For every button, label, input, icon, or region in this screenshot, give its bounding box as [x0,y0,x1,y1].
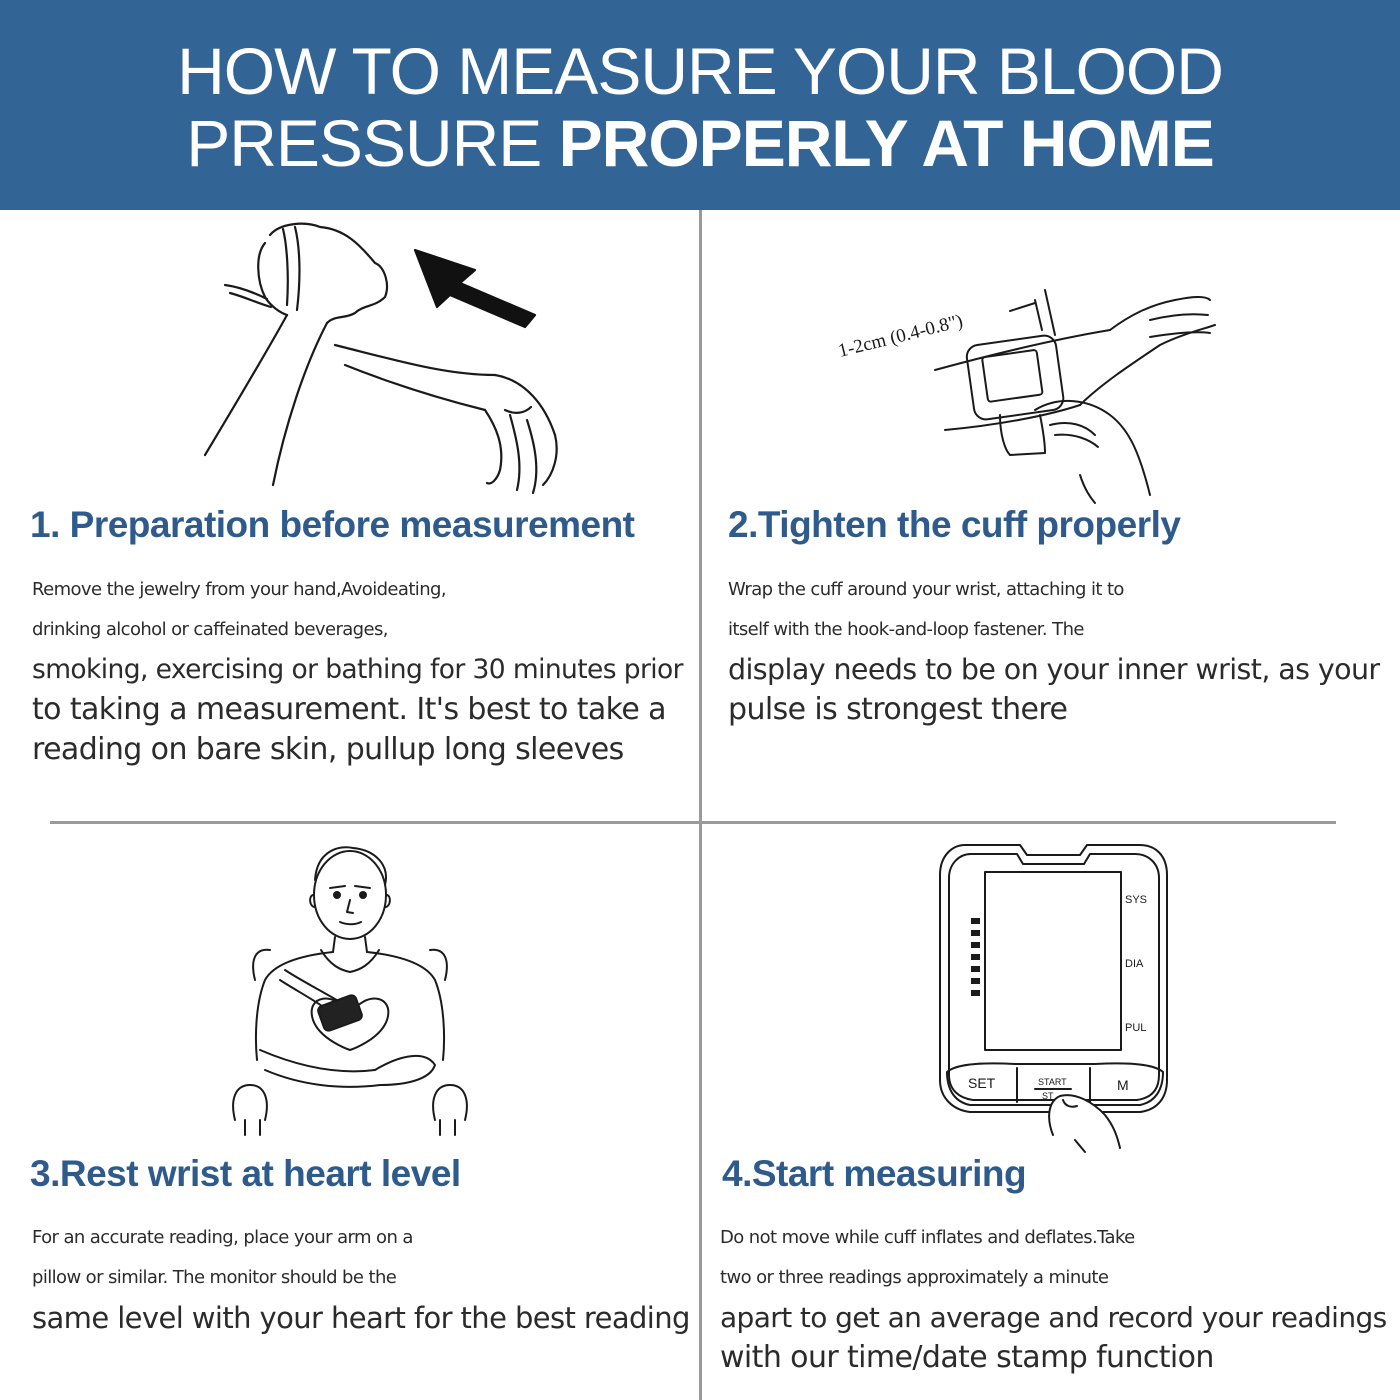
step-2-line: itself with the hook-and-loop fastener. The [728,619,1084,640]
monitor-device-illustration [935,840,1175,1155]
step-1-line: reading on bare skin, pullup long sleeves [32,732,624,767]
step-1-line: to taking a measurement. It's best to take a [32,692,666,727]
horizontal-divider [50,821,1336,824]
sys-label: SYS [1125,894,1148,906]
step-2-line: pulse is strongest there [728,692,1068,727]
step-2-text [728,570,1380,730]
step-2-title: 2.Tighten the cuff properly [728,504,1181,545]
step-1-line: smoking, exercising or bathing for 30 minutes prior [32,654,683,685]
step-4-line: Do not move while cuff inflates and deflates.Take [720,1227,1135,1248]
step-2-line: Wrap the cuff around your wrist, attaching it to [728,579,1124,600]
wrist-cuff-illustration [830,275,1220,505]
step-4-title: 4.Start measuring [722,1153,1027,1194]
step-1-line: Remove the jewelry from your hand,Avoideating, [32,579,446,600]
vertical-divider [699,210,702,1400]
start-button-label: START [1038,1077,1067,1087]
step-4-line: with our time/date stamp function [720,1340,1214,1375]
measure-label: 1-2cm (0.4-0.8") [836,310,965,362]
step-1-text [32,570,683,770]
step-4-line: two or three readings approximately a minute [720,1267,1109,1288]
remove-jewelry-illustration [195,215,575,505]
step-3-text [32,1218,690,1338]
page-title-light: PRESSURE [186,106,559,180]
m-button-label: M [1117,1077,1129,1093]
step-3-title: 3.Rest wrist at heart level [30,1153,461,1194]
start-button-sublabel: ST [1042,1091,1054,1101]
set-button-label: SET [968,1075,996,1091]
pul-label: PUL [1125,1022,1147,1034]
step-3-line: same level with your heart for the best reading [32,1301,690,1335]
step-3-line: For an accurate reading, place your arm on a [32,1227,413,1248]
seated-man-illustration [225,840,475,1140]
header-banner [0,0,1400,210]
step-2-line: display needs to be on your inner wrist, as your [728,653,1380,686]
page-title-bold: PROPERLY AT HOME [558,106,1214,180]
step-1-title: 1. Preparation before measurement [30,504,635,545]
step-4-text [720,1218,1387,1378]
step-1-line: drinking alcohol or caffeinated beverages, [32,619,388,640]
page-title-line1: HOW TO MEASURE YOUR BLOOD [177,34,1223,108]
step-3-line: pillow or similar. The monitor should be the [32,1267,397,1288]
page-title-line2 [0,106,1400,180]
step-4-line: apart to get an average and record your readings [720,1301,1387,1334]
dia-label: DIA [1125,958,1144,970]
